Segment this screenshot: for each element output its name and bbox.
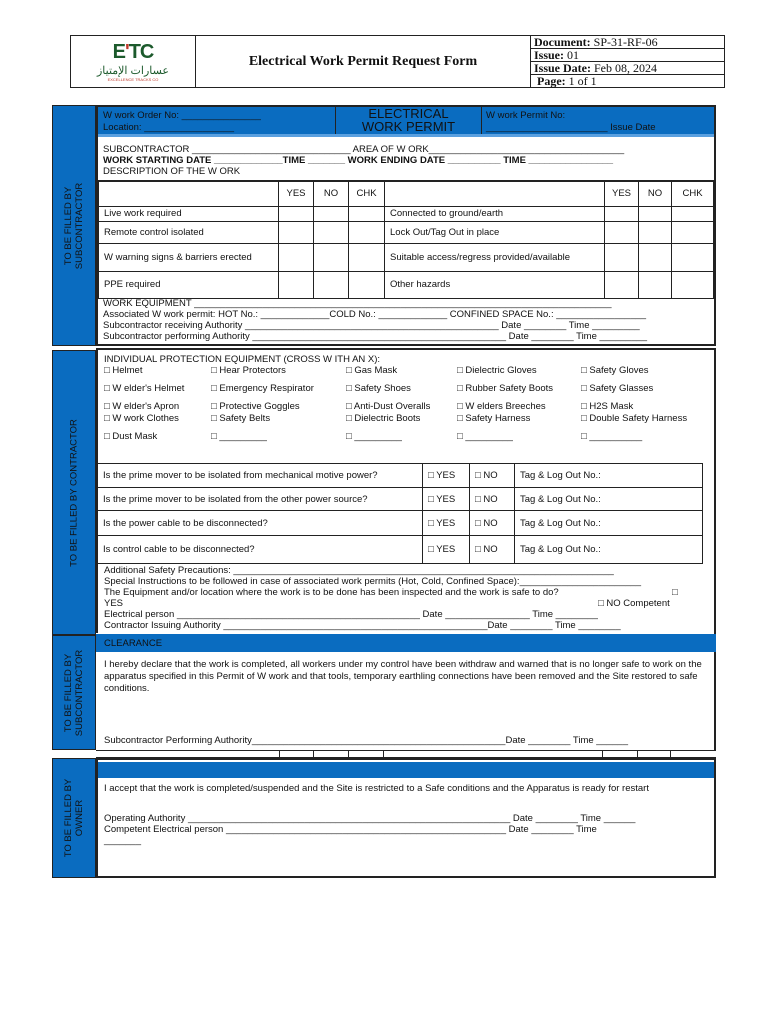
check-cell[interactable] (314, 221, 349, 243)
ppe-checkbox-item[interactable]: □ Safety Harness (457, 413, 531, 424)
ppe-checkbox-item[interactable]: □ Dust Mask (104, 431, 158, 442)
no-checkbox[interactable]: □ NO (470, 488, 515, 511)
form-title: Electrical Work Permit Request Form (196, 36, 531, 87)
owner-band (98, 762, 714, 778)
work-order-no[interactable]: W work Order No: _______________ (103, 110, 261, 121)
clearance-band (96, 634, 716, 652)
ppe-checkbox-item[interactable]: □ H2S Mask (581, 401, 634, 412)
check-cell[interactable] (349, 243, 385, 271)
col-chk: CHK (672, 181, 714, 206)
check-cell[interactable] (672, 271, 714, 298)
side-label-subcontractor-clearance: TO BE FILLED BY SUBCONTRACTOR (52, 635, 96, 750)
check-cell[interactable] (672, 206, 714, 221)
ppe-checkbox-item[interactable]: □ Safety Glasses (581, 383, 654, 394)
document-info (531, 36, 724, 87)
hazard-label: Live work required (99, 206, 279, 221)
check-cell[interactable] (349, 221, 385, 243)
issuing-authority-field[interactable]: Contractor Issuing Authority __________________________________________________Date ________ Time ________ (104, 620, 621, 631)
hazard-row (99, 243, 714, 271)
receiving-authority-field[interactable]: Subcontractor receiving Authority ________________________________________________ Date ________ Time _________ (103, 320, 640, 331)
side-label-subcontractor: TO BE FILLED BY SUBCONTRACTOR (52, 105, 96, 346)
ppe-checkbox-item[interactable]: □ Emergency Respirator (211, 383, 314, 394)
ppe-checkbox-item[interactable]: □ _________ (211, 431, 267, 442)
performing-authority-field[interactable]: Subcontractor performing Authority ________________________________________________ Date ________ Time _________ (103, 331, 648, 342)
hazard-label: Remote control isolated (99, 221, 279, 243)
ppe-checkbox-item[interactable]: □ __________ (581, 431, 643, 442)
logo-sub: EXCELLENCE TRACKS CO (107, 77, 159, 82)
question-text: Is the prime mover to be isolated from mechanical motive power? (98, 464, 423, 488)
col-no: NO (639, 181, 672, 206)
check-cell[interactable] (314, 243, 349, 271)
isolation-question-row (98, 511, 703, 536)
permit-issue-date[interactable]: _______________________ Issue Date (486, 122, 656, 133)
col-no: NO (314, 181, 349, 206)
isolation-questions-table (97, 463, 703, 564)
tag-log-out-field[interactable]: Tag & Log Out No.: (515, 536, 703, 564)
side-label-contractor: TO BE FILLED BY CONTRACTOR (52, 350, 96, 635)
ppe-checkbox-item[interactable]: □ Anti-Dust Overalls (346, 401, 431, 412)
ppe-checkbox-item[interactable]: □ Dielectric Boots (346, 413, 421, 424)
ppe-checkbox-item[interactable]: □ W work Clothes (104, 413, 179, 424)
table-spacer-row (96, 750, 716, 758)
col-yes: YES (605, 181, 639, 206)
logo-arabic: عسارات الإمتياز (96, 65, 170, 77)
work-dates-line[interactable]: WORK STARTING DATE _____________TIME _______ WORK ENDING DATE __________ TIME ________________ (103, 155, 614, 166)
hazard-label: Connected to ground/earth (385, 206, 605, 221)
check-cell[interactable] (605, 243, 639, 271)
col-yes: YES (279, 181, 314, 206)
ppe-checkbox-item[interactable]: □ Safety Belts (211, 413, 271, 424)
ppe-heading: INDIVIDUAL PROTECTION EQUIPMENT (CROSS W ITH AN X): (104, 354, 381, 365)
ppe-checkbox-item[interactable]: □ Hear Protectors (211, 365, 286, 376)
hazard-row (99, 206, 714, 221)
document-header (70, 35, 725, 88)
hazard-label: Suitable access/regress provided/available (385, 243, 605, 271)
no-checkbox[interactable]: □ NO (470, 511, 515, 536)
permit-header-band (98, 107, 714, 137)
special-instructions-field[interactable]: Special Instructions to be followed in case of associated work permits (Hot, Cold, Confined Space):_______________________ (104, 576, 642, 587)
inspection-yes-checkbox[interactable]: □ (672, 587, 678, 598)
ppe-checkbox-item[interactable]: □ W elders Breeches (457, 401, 546, 412)
issue-date: Issue Date: Feb 08, 2024 (531, 62, 724, 75)
tag-log-out-field[interactable]: Tag & Log Out No.: (515, 464, 703, 488)
ppe-checkbox-item[interactable]: □ Dielectric Gloves (457, 365, 537, 376)
ppe-checkbox-item[interactable]: □ _________ (457, 431, 513, 442)
question-text: Is control cable to be disconnected? (98, 536, 423, 564)
logo-mark: E'TC (112, 41, 154, 63)
clearance-title: CLEARANCE (104, 638, 163, 649)
yes-checkbox[interactable]: □ YES (423, 464, 470, 488)
yes-checkbox[interactable]: □ YES (423, 536, 470, 564)
yes-checkbox[interactable]: □ YES (423, 511, 470, 536)
check-cell[interactable] (605, 221, 639, 243)
check-cell[interactable] (314, 271, 349, 298)
hazard-row (99, 221, 714, 243)
issue: Issue: 01 (531, 49, 724, 62)
question-text: Is the prime mover to be isolated from the other power source? (98, 488, 423, 511)
hazard-label: Lock Out/Tag Out in place (385, 221, 605, 243)
work-description-label: DESCRIPTION OF THE W ORK (103, 166, 241, 177)
check-cell[interactable] (314, 206, 349, 221)
hazard-label: W warning signs & barriers erected (99, 243, 279, 271)
isolation-question-row (98, 488, 703, 511)
check-cell[interactable] (639, 271, 672, 298)
location-field[interactable]: Location: _________________ (103, 122, 235, 133)
check-cell[interactable] (672, 243, 714, 271)
company-logo (71, 36, 196, 87)
check-cell[interactable] (605, 271, 639, 298)
check-cell[interactable] (639, 206, 672, 221)
col-chk: CHK (349, 181, 385, 206)
permit-no[interactable]: W work Permit No: (486, 110, 566, 121)
ppe-checkbox-item[interactable]: □ Protective Goggles (211, 401, 300, 412)
tag-log-out-field[interactable]: Tag & Log Out No.: (515, 511, 703, 536)
inspection-yes-label: YES (104, 598, 124, 609)
clearance-declaration: I hereby declare that the work is completed, all workers under my control have been withdraw and warned that is no longer safe to work on the apparatus specified in this Permit of W work and that tools, temporary earthling connections have been removed and the Site restored to safe conditions. (104, 659, 702, 694)
isolation-question-row (98, 536, 703, 564)
hazards-table (98, 180, 714, 299)
tag-log-out-field[interactable]: Tag & Log Out No.: (515, 488, 703, 511)
ppe-checkbox-item[interactable]: □ W elder's Apron (104, 401, 180, 412)
additional-precautions-field[interactable]: Additional Safety Precautions: ________________________________________________________________________ (104, 565, 614, 576)
yes-checkbox[interactable]: □ YES (423, 488, 470, 511)
ppe-checkbox-item[interactable]: □ Helmet (104, 365, 143, 376)
no-checkbox[interactable]: □ NO (470, 536, 515, 564)
associated-permits-field[interactable]: Associated W work permit: HOT No.: _____________COLD No.: _____________ CONFINED SPACE No.: _________________ (103, 309, 647, 320)
hazard-label: PPE required (99, 271, 279, 298)
check-cell[interactable] (279, 243, 314, 271)
inspection-no-checkbox[interactable]: □ NO Competent (598, 598, 670, 609)
ppe-checkbox-item[interactable]: □ _________ (346, 431, 402, 442)
ppe-checkbox-item[interactable]: □ Gas Mask (346, 365, 398, 376)
competent-person-field[interactable]: Competent Electrical person _____________________________________________________ Date ________ Time (104, 824, 597, 835)
operating-authority-field[interactable]: Operating Authority _____________________________________________________________ Date ________ Time ______ (104, 813, 636, 824)
check-cell[interactable] (279, 221, 314, 243)
check-cell[interactable] (279, 271, 314, 298)
question-text: Is the power cable to be disconnected? (98, 511, 423, 536)
isolation-question-row (98, 464, 703, 488)
hazard-label: Other hazards (385, 271, 605, 298)
ppe-checkbox-item[interactable]: □ Safety Shoes (346, 383, 411, 394)
check-cell[interactable] (672, 221, 714, 243)
inspection-question: The Equipment and/or location where the work is to be done has been inspected and the work is safe to do? (104, 587, 559, 598)
doc-number: Document: SP-31-RF-06 (531, 36, 724, 49)
ppe-checkbox-item[interactable]: □ W elder's Helmet (104, 383, 185, 394)
no-checkbox[interactable]: □ NO (470, 464, 515, 488)
check-cell[interactable] (639, 221, 672, 243)
clearance-signature-field[interactable]: Subcontractor Performing Authority________________________________________________Date ________ Time ______ (104, 735, 628, 746)
check-cell[interactable] (279, 206, 314, 221)
ppe-checkbox-item[interactable]: □ Safety Gloves (581, 365, 649, 376)
ppe-checkbox-item[interactable]: □ Rubber Safety Boots (457, 383, 554, 394)
electrical-person-field[interactable]: Electrical person ______________________________________________ Date ________________ Time ________ (104, 609, 598, 620)
competent-person-time[interactable]: _______ (104, 835, 141, 846)
work-equipment-field[interactable]: WORK EQUIPMENT _______________________________________________________________________________ (103, 298, 612, 309)
owner-acceptance: I accept that the work is completed/suspended and the Site is restricted to a Safe conditions and the Apparatus is ready for restart (104, 783, 649, 794)
permit-title: ELECTRICAL WORK PERMIT (335, 107, 482, 134)
check-cell[interactable] (349, 271, 385, 298)
ppe-checkbox-item[interactable]: □ Double Safety Harness (581, 413, 688, 424)
subcontractor-area-line[interactable]: SUBCONTRACTOR ______________________________ AREA OF W ORK_____________________________________ (103, 144, 625, 155)
check-cell[interactable] (639, 243, 672, 271)
check-cell[interactable] (349, 206, 385, 221)
page-number: Page: 1 of 1 (537, 74, 597, 88)
check-cell[interactable] (605, 206, 639, 221)
hazard-row (99, 271, 714, 298)
side-label-owner: TO BE FILLED BY OWNER (52, 758, 96, 878)
